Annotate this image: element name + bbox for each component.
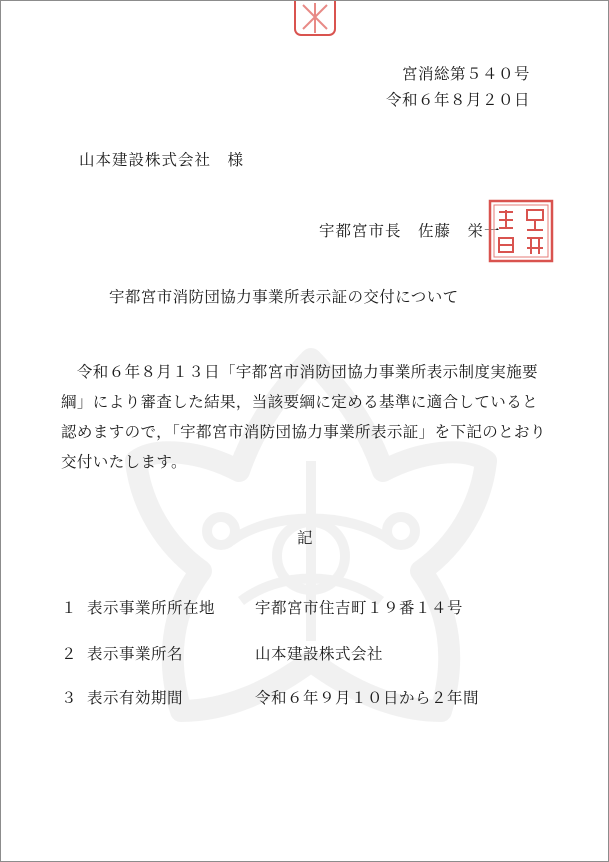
document-number: 宮消総第５４０号 [401,65,530,83]
item-label: 表示事業所名 [87,645,184,663]
issue-date: 令和６年８月２０日 [385,91,530,109]
item-number: １ [61,599,77,617]
recipient-name: 山本建設株式会社 様 [79,151,245,169]
item-label: 表示有効期間 [87,689,184,707]
body-line: 交付いたします。 [61,453,187,471]
stamp-fragment-icon [293,1,337,37]
item-value: 宇都宮市住吉町１９番１４号 [255,599,464,617]
subject-line: 宇都宮市消防団協力事業所表示証の交付について [109,288,459,306]
sender-name: 宇都宮市長 佐藤 栄一 [319,222,501,240]
item-number: ２ [61,645,77,663]
body-line: 綱」により審査した結果，当該要綱に定める基準に適合していると [61,393,539,411]
body-paragraph [61,357,561,477]
body-line: 認めますので，「宇都宮市消防団協力事業所表示証」を下記のとおり [61,423,546,441]
item-value: 山本建設株式会社 [255,645,384,663]
body-line: 令和６年８月１３日「宇都宮市消防団協力事業所表示制度実施要 [61,363,539,381]
item-value: 令和６年９月１０日から２年間 [255,689,480,707]
item-number: ３ [61,689,77,707]
official-seal-icon [487,198,555,264]
ki-heading: 記 [297,529,313,547]
item-label: 表示事業所所在地 [87,599,216,617]
